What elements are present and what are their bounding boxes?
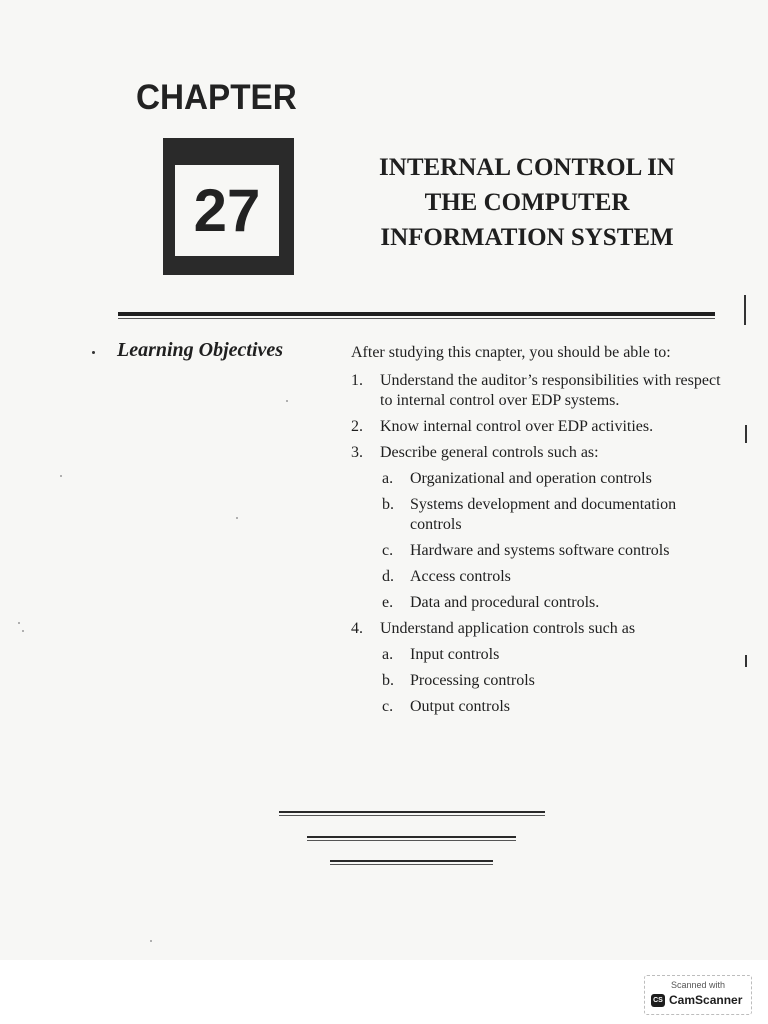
end-ornament-rule [279,811,545,813]
scan-margin-mark [745,425,747,443]
objective-item [351,619,721,639]
scan-speck [60,475,62,477]
sub-objective-letter: a. [382,646,394,663]
end-ornament-rule [330,864,493,865]
sub-objective-letter: c. [382,542,394,559]
scan-speck [286,400,288,402]
sub-objective-text: Processing controls [410,672,535,689]
sub-objective-item [351,469,721,489]
sub-objective-letter: d. [382,568,394,585]
sub-objective-letter: c. [382,698,394,715]
objective-number: 2. [351,418,363,435]
sub-objective-text: Input controls [410,646,500,663]
sub-objective-item [351,593,721,613]
watermark-brand: CamScanner [669,993,743,1007]
sub-objective-text: Output controls [410,698,510,715]
watermark-caption: Scanned with [670,980,726,990]
sub-objective-letter: b. [382,672,394,689]
sub-objective-text: Hardware and systems software controls [410,542,670,559]
scan-margin-mark [744,295,746,325]
objectives-intro: After studying this cnapter, you should be able to: [351,344,671,361]
sub-objective-text: Access controls [410,568,511,585]
scan-speck [236,517,238,519]
sub-objective-letter: b. [382,496,394,513]
sub-objective-text: Data and procedural controls. [410,594,600,611]
sub-objective-item [351,541,721,561]
sub-objective-list [351,469,721,613]
objectives-list [351,343,721,723]
end-ornament-rule [307,836,516,838]
objective-number: 1. [351,372,363,389]
objective-text: Understand application controls such as [380,620,636,637]
chapter-title [332,150,722,255]
chapter-title-line: INFORMATION SYSTEM [380,224,674,251]
scan-margin-mark [745,655,747,667]
sub-objective-letter: e. [382,594,394,611]
chapter-title-line: INTERNAL CONTROL IN [379,154,675,181]
sub-objective-item [351,567,721,587]
objective-number: 3. [351,444,363,461]
sub-objective-item [351,671,721,691]
objective-item [351,371,721,411]
camscanner-watermark [644,975,752,1015]
objective-item [351,417,721,437]
objective-text: Understand the auditor’s responsibilities with respect to internal control over EDP systems. [380,372,721,409]
chapter-number: 27 [193,176,261,244]
chapter-title-line: THE COMPUTER [424,189,630,216]
end-ornament-rule [307,840,516,841]
sub-objective-text: Systems development and documentation controls [410,496,677,533]
sub-objective-list [351,645,721,717]
sub-objective-item [351,645,721,665]
header-divider-thin [118,318,715,319]
scan-speck [22,630,24,632]
learning-objectives-heading: Learning Objectives [117,339,284,361]
end-ornament-rule [279,815,545,816]
scan-speck [150,940,152,942]
scan-speck [18,622,20,624]
objective-text: Describe general controls such as: [380,444,599,461]
objective-item [351,443,721,463]
header-divider [118,312,715,316]
objective-number: 4. [351,620,363,637]
objective-text: Know internal control over EDP activities. [380,418,654,435]
camscanner-logo-icon: CS [651,994,665,1007]
end-ornament-rule [330,860,493,862]
bullet-dot [92,351,95,354]
sub-objective-letter: a. [382,470,394,487]
sub-objective-text: Organizational and operation controls [410,470,652,487]
sub-objective-item [351,495,721,535]
sub-objective-item [351,697,721,717]
chapter-label: CHAPTER [136,78,297,117]
chapter-number-box [163,138,294,275]
